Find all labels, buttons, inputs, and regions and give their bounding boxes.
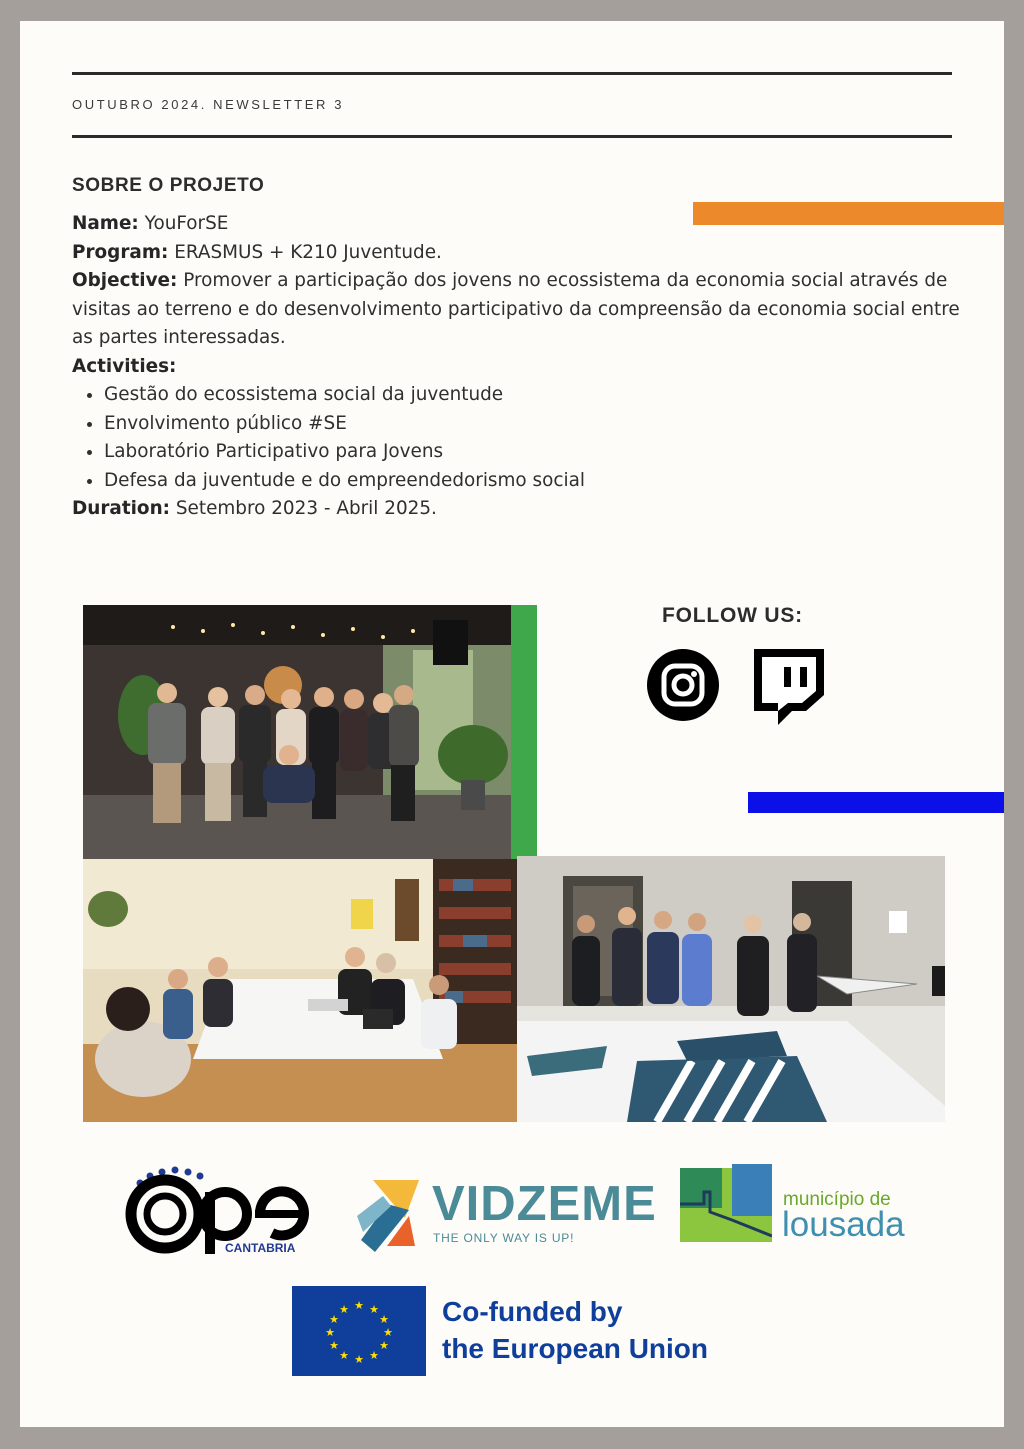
name-label: Name: bbox=[72, 213, 139, 234]
list-item: • Laboratório Participativo para Jovens bbox=[104, 438, 962, 467]
program-row bbox=[72, 239, 962, 268]
svg-text:★: ★ bbox=[383, 1326, 393, 1339]
vidzeme-name: VIDZEME bbox=[432, 1177, 657, 1231]
issue-line: OUTUBRO 2024. NEWSLETTER 3 bbox=[72, 97, 345, 112]
meeting-photo-illustration bbox=[83, 859, 517, 1122]
lousada-line2: lousada bbox=[782, 1205, 905, 1244]
objective-value: Promover a participação dos jovens no ecossistema da economia social através de visitas ao terreno e do desenvolvimento participativo da compreensão da economia social entre as partes interessadas. bbox=[72, 270, 960, 348]
svg-text:★: ★ bbox=[325, 1326, 335, 1339]
duration-row bbox=[72, 495, 962, 524]
list-item: • Defesa da juventude e do empreendedorismo social bbox=[104, 467, 962, 496]
lousada-logo-mark bbox=[680, 1164, 772, 1244]
newsletter-page bbox=[20, 21, 1004, 1427]
eu-flag-icon bbox=[292, 1286, 426, 1376]
svg-text:★: ★ bbox=[379, 1313, 389, 1326]
svg-text:★: ★ bbox=[379, 1339, 389, 1352]
section-title: SOBRE O PROJETO bbox=[72, 175, 265, 196]
ope-cantabria-logo bbox=[120, 1166, 315, 1261]
svg-text:★: ★ bbox=[354, 1353, 364, 1366]
activities-label-row bbox=[72, 353, 962, 382]
program-label: Program: bbox=[72, 241, 169, 263]
meeting-photo bbox=[83, 859, 517, 1122]
name-value: YouForSE bbox=[144, 213, 229, 234]
duration-value: Setembro 2023 - Abril 2025. bbox=[175, 498, 437, 519]
twitch-icon[interactable] bbox=[748, 645, 828, 729]
svg-text:★: ★ bbox=[369, 1303, 379, 1316]
group-photo bbox=[83, 605, 511, 859]
vidzeme-logo-mark bbox=[357, 1176, 421, 1256]
instagram-glyph bbox=[643, 645, 723, 725]
svg-text:★: ★ bbox=[354, 1299, 364, 1312]
lousada-logo bbox=[680, 1164, 920, 1246]
activities-label: Activities: bbox=[72, 355, 177, 377]
workshop-photo bbox=[517, 856, 945, 1122]
eu-line1: Co-funded by bbox=[442, 1296, 623, 1327]
activities-list bbox=[72, 381, 962, 495]
svg-text:★: ★ bbox=[339, 1349, 349, 1362]
follow-us-label: FOLLOW US: bbox=[662, 604, 803, 627]
group-photo-illustration bbox=[83, 605, 511, 859]
svg-text:★: ★ bbox=[339, 1303, 349, 1316]
duration-label: Duration: bbox=[72, 498, 171, 519]
blue-accent-bar bbox=[748, 792, 1004, 813]
top-rule bbox=[72, 72, 952, 75]
svg-text:★: ★ bbox=[329, 1339, 339, 1352]
objective-label: Objective: bbox=[72, 270, 178, 291]
objective-row bbox=[72, 267, 962, 353]
lousada-line1: município de bbox=[783, 1189, 891, 1210]
project-info bbox=[72, 210, 962, 524]
vidzeme-logo bbox=[357, 1176, 657, 1256]
workshop-photo-illustration bbox=[517, 856, 945, 1122]
name-row bbox=[72, 210, 962, 239]
eu-cofunded-logo bbox=[292, 1286, 762, 1378]
svg-text:★: ★ bbox=[369, 1349, 379, 1362]
svg-text:★: ★ bbox=[329, 1313, 339, 1326]
program-value: ERASMUS + K210 Juventude. bbox=[174, 241, 442, 263]
twitch-glyph bbox=[748, 645, 828, 729]
vidzeme-tagline: THE ONLY WAY IS UP! bbox=[433, 1231, 575, 1245]
list-item: • Envolvimento público #SE bbox=[104, 410, 962, 439]
ope-cantabria-name: CANTABRIA bbox=[225, 1241, 296, 1255]
eu-line2: the European Union bbox=[442, 1333, 708, 1364]
instagram-icon[interactable] bbox=[643, 645, 723, 725]
header-rule bbox=[72, 135, 952, 138]
list-item: • Gestão do ecossistema social da juventude bbox=[104, 381, 962, 410]
